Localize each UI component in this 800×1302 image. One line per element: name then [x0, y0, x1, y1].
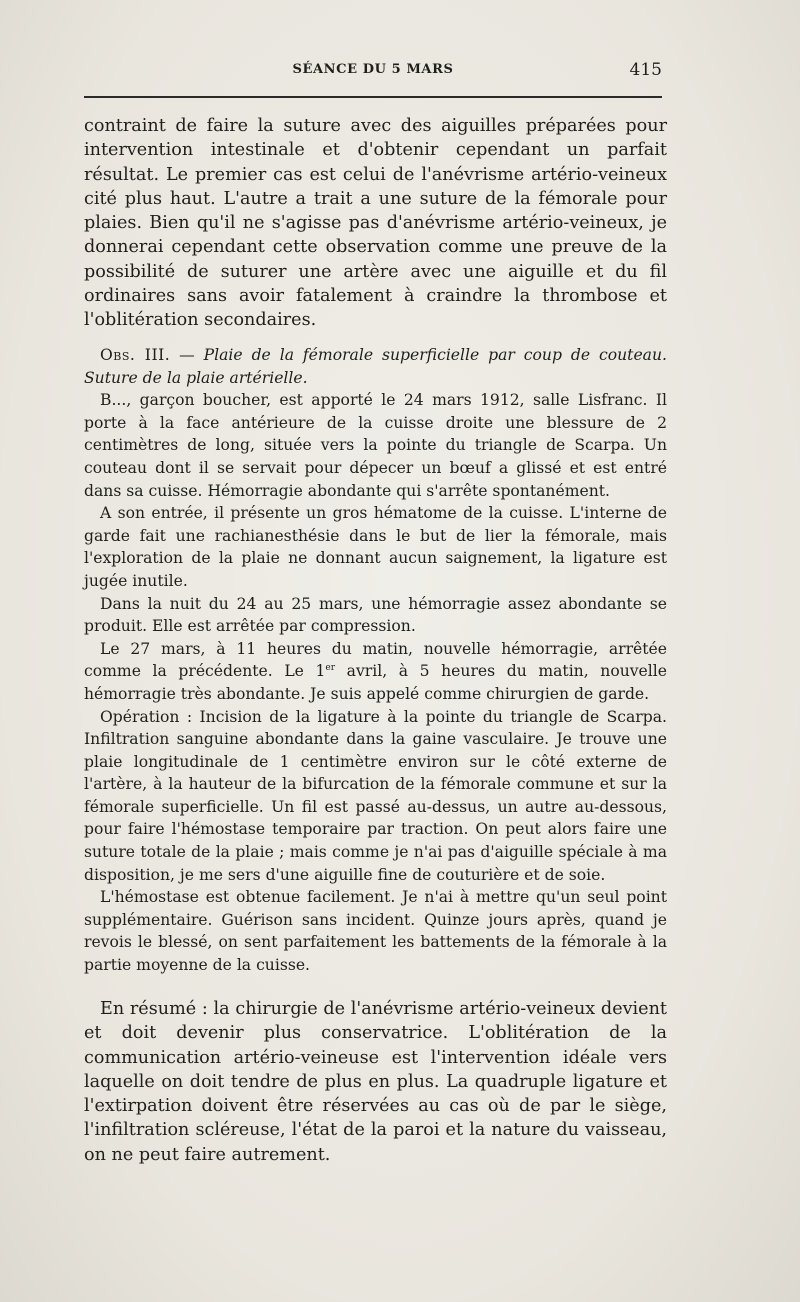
observation-section [84, 344, 667, 977]
outcome-paragraph: L'hémostase est obtenue facilement. Je n'ai à mettre qu'un seul point supplémentaire. Guérison sans incident. Quinze jours après, quand je revois le blessé, on sent parfaitement les battements de la fémorale à la partie moyenne de la cuisse. [84, 888, 667, 975]
observation-label: Obs. III. [100, 346, 171, 364]
conclusion-paragraph: En résumé : la chirurgie de l'anévrisme artério-veineux devient et doit devenir plus conservatrice. L'oblitération de la communication artério-veineuse est l'intervention idéale vers laquelle on doit tendre de plus en plus. La quadruple ligature et l'extirpation doivent être réservées au cas où de par le siège, l'infiltration scléreuse, l'état de la paroi et la nature du vaisseau, on ne peut faire autrement. [84, 999, 667, 1165]
observation-paragraph: Dans la nuit du 24 au 25 mars, une hémorragie assez abondante se produit. Elle est arrêtée par compression. [84, 594, 667, 636]
intro-section [84, 114, 667, 333]
observation-paragraph [84, 638, 667, 706]
running-title: SÉANCE DU 5 MARS [292, 62, 454, 77]
operation-paragraph: Opération : Incision de la ligature à la pointe du triangle de Scarpa. Infiltration sanguine abondante dans la gaine vasculaire. Je trouve une plaie longitudinale de 1 centimètre environ sur le côté externe de l'artère, à la hauteur de la bifurcation de la fémorale commune et sur la fémorale superficielle. Un fil est passé au-dessus, un autre au-dessous, pour faire l'hémostase temporaire par traction. On peut alors faire une suture totale de la plaie ; mais comme je n'ai pas d'aiguille spéciale à ma disposition, je me sers d'une aiguille fine de couturière et de soie. [84, 707, 667, 884]
page-header [84, 60, 662, 86]
page-number: 415 [629, 60, 662, 80]
observation-heading [84, 344, 667, 389]
conclusion-section [84, 997, 667, 1167]
ordinal-suffix: er [325, 663, 336, 674]
observation-title: — Plaie de la fémorale superficielle par coup de couteau. Suture de la plaie artérielle. [84, 346, 667, 387]
header-rule [84, 96, 662, 98]
observation-paragraph: A son entrée, il présente un gros hématome de la cuisse. L'interne de garde fait une rachianesthésie dans le but de lier la fémorale, mais l'exploration de la plaie ne donnant aucun saignement, la ligature est jugée inutile. [84, 504, 667, 590]
paragraph-text: Le 27 mars, à 11 heures du matin, nouvelle hémorragie, arrêtée comme la précédente. Le 1 [84, 639, 667, 681]
paragraph-text: avril, à 5 heures du matin, nouvelle hémorragie très abondante. Je suis appelé comme chirurgien de garde. [84, 662, 667, 703]
observation-paragraph: B..., garçon boucher, est apporté le 24 mars 1912, salle Lisfranc. Il porte à la face antérieure de la cuisse droite une blessure de 2 centimètres de long, située vers la pointe du triangle de Scarpa. Un couteau dont il se servait pour dépecer un bœuf a glissé et est entré dans sa cuisse. Hémorragie abondante qui s'arrête spontanément. [84, 391, 667, 500]
intro-paragraph: contraint de faire la suture avec des aiguilles préparées pour intervention intestinale et d'obtenir cependant un parfait résultat. Le premier cas est celui de l'anévrisme artério-veineux cité plus haut. L'autre a trait a une suture de la fémorale pour plaies. Bien qu'il ne s'agisse pas d'anévrisme artério-veineux, je donnerai cependant cette observation comme une preuve de la possibilité de suturer une artère avec une aiguille et du fil ordinaires sans avoir fatalement à craindre la thrombose et l'oblitération secondaires. [84, 116, 667, 331]
